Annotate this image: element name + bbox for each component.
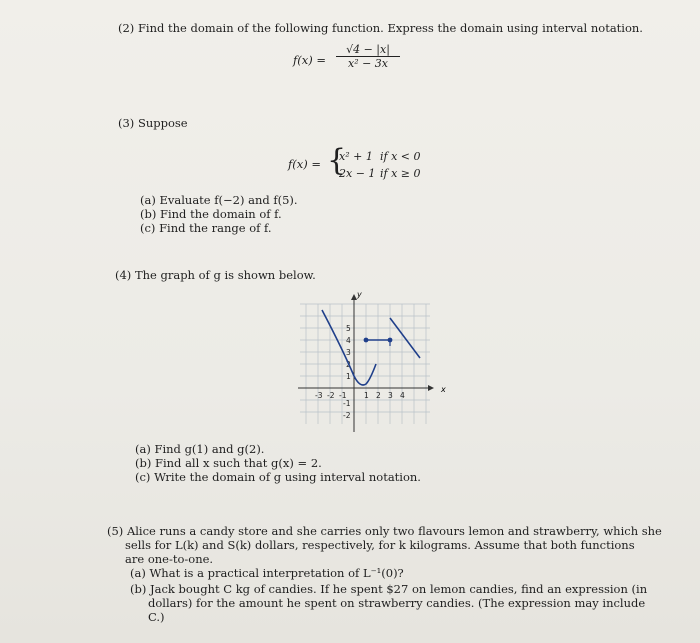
y-tick-label: 3 xyxy=(346,348,351,357)
q5-line-1: (5) Alice runs a candy store and she carries only two flavours lemon and strawberry, which she xyxy=(107,524,662,538)
q3-part-b: (b) Find the domain of f. xyxy=(140,207,282,221)
piecewise-brace: { xyxy=(327,143,347,178)
q4-part-a: (a) Find g(1) and g(2). xyxy=(135,442,265,456)
q2-function-lhs: f(x) = xyxy=(293,53,327,67)
y-tick-label: 2 xyxy=(346,360,351,369)
q4-part-b: (b) Find all x such that g(x) = 2. xyxy=(135,456,322,470)
x-tick-labels xyxy=(315,391,405,400)
q3-intro: (3) Suppose xyxy=(118,116,188,130)
x-tick-label: 3 xyxy=(388,391,393,400)
x-tick-label: -3 xyxy=(315,391,323,400)
y-tick-label: -2 xyxy=(343,411,351,420)
y-tick-label: 5 xyxy=(346,324,351,333)
q3-case2-expr: 2x − 1 xyxy=(339,167,376,180)
q3-part-a: (a) Evaluate f(−2) and f(5). xyxy=(140,193,298,207)
q5-line-2: sells for L(k) and S(k) dollars, respectively, for k kilograms. Assume that both functions xyxy=(125,538,635,552)
q3-case1-cond: if x < 0 xyxy=(380,150,421,163)
y-tick-label: 4 xyxy=(346,336,351,345)
x-tick-label: 2 xyxy=(376,391,381,400)
x-tick-label: 1 xyxy=(364,391,369,400)
y-tick-label: -1 xyxy=(343,399,351,408)
y-tick-labels xyxy=(343,324,351,420)
q3-function-lhs: f(x) = xyxy=(288,157,322,171)
q2-prompt: (2) Find the domain of the following function. Express the domain using interval notation. xyxy=(118,21,643,35)
q3-case1-expr: x² + 1 xyxy=(339,150,373,163)
x-tick-label: 4 xyxy=(400,391,405,400)
q4-intro: (4) The graph of g is shown below. xyxy=(115,268,316,282)
q2-numerator: √4 − |x| xyxy=(336,43,400,57)
x-axis-arrow-icon xyxy=(428,385,434,391)
graph-of-g xyxy=(298,288,448,436)
y-tick-label: 1 xyxy=(346,372,351,381)
y-axis-label: y xyxy=(357,290,362,299)
graph-closed-point xyxy=(364,338,369,343)
q5-part-b-line-1: (b) Jack bought C kg of candies. If he spent $27 on lemon candies, find an expression (in xyxy=(130,582,648,596)
q4-part-c: (c) Write the domain of g using interval notation. xyxy=(135,470,421,484)
q5-part-a: (a) What is a practical interpretation of L⁻¹(0)? xyxy=(130,566,404,580)
q3-part-c: (c) Find the range of f. xyxy=(140,221,272,235)
q2-fraction xyxy=(336,43,400,70)
x-tick-label: -2 xyxy=(327,391,335,400)
q5-part-b-line-3: C.) xyxy=(148,610,165,624)
x-axis-label: x xyxy=(441,385,446,394)
graph-grid xyxy=(300,304,430,424)
q2-denominator: x² − 3x xyxy=(347,57,389,70)
q3-case2-cond: if x ≥ 0 xyxy=(380,167,421,180)
q5-part-b-line-2: dollars) for the amount he spent on strawberry candies. (The expression may include xyxy=(148,596,646,610)
q5-line-3: are one-to-one. xyxy=(125,552,214,566)
x-tick-label: -1 xyxy=(339,391,347,400)
